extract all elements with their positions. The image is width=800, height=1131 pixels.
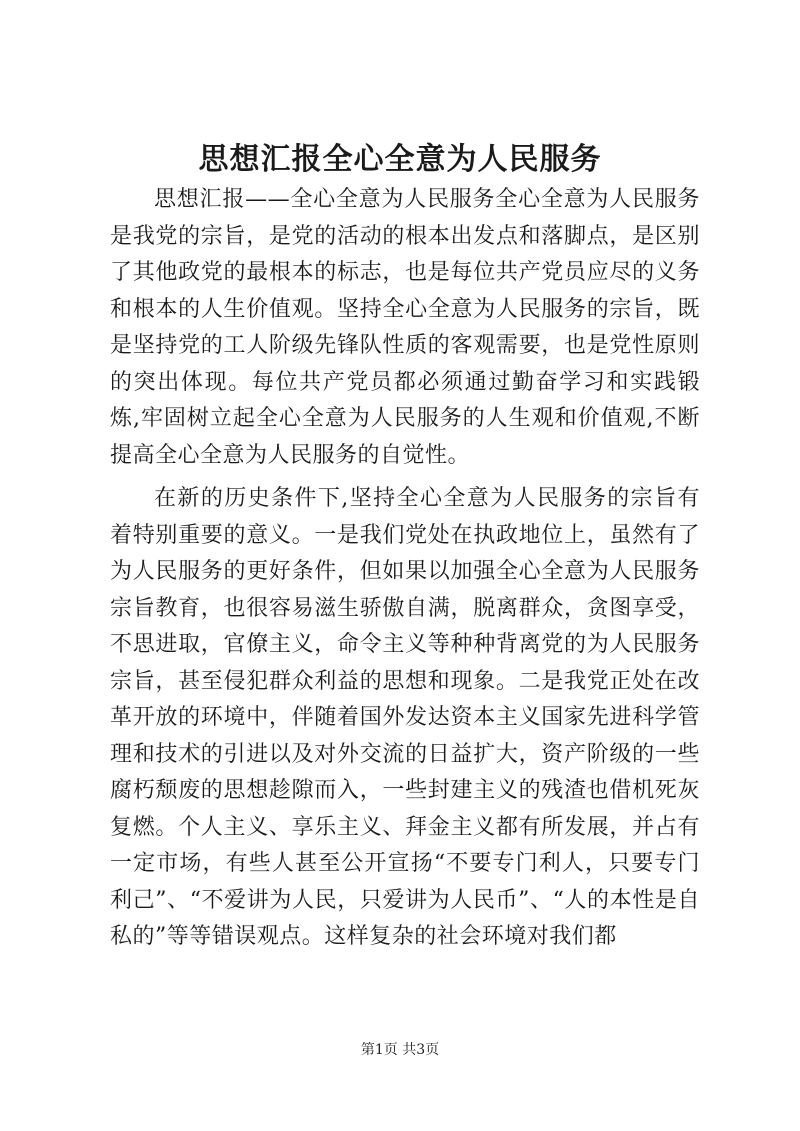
page-number-footer: 第1页 共3页: [360, 1042, 440, 1058]
paragraph-2: 在新的历史条件下,坚持全心全意为人民服务的宗旨有着特别重要的意义。一是我们党处在执政地位上，虽然有了为人民服务的更好条件，但如果以加强全心全意为人民服务宗旨教育，也很容易滋生骄傲自满，脱离群众，贪图享受，不思进取，官僚主义，命令主义等种种背离党的为人民服务宗旨，甚至侵犯群众利益的思想和现象。二是我党正处在改革开放的环境中，伴随着国外发达资本主义国家先进科学管理和技术的引进以及对外交流的日益扩大，资产阶级的一些腐朽颓废的思想趁隙而入，一些封建主义的残渣也借机死灰复燃。个人主义、享乐主义、拜金主义都有所发展，并占有一定市场，有些人甚至公开宣扬“不要专门利人，只要专门利己”、“不爱讲为人民，只爱讲为人民币”、“人的本性是自私的”等等错误观点。这样复杂的社会环境对我们都: [110, 486, 700, 949]
document-body: [110, 182, 700, 956]
document-title: 思想汇报全心全意为人民服务: [198, 142, 602, 177]
paragraph-1: 思想汇报——全心全意为人民服务全心全意为人民服务是我党的宗旨，是党的活动的根本出发点和落脚点，是区别了其他政党的最根本的标志，也是每位共产党员应尽的义务和根本的人生价值观。坚持全心全意为人民服务的宗旨，既是坚持党的工人阶级先锋队性质的客观需要，也是党性原则的突出体现。每位共产党员都必须通过勤奋学习和实践锻炼,牢固树立起全心全意为人民服务的人生观和价值观,不断提高全心全意为人民服务的自觉性。: [110, 187, 700, 468]
